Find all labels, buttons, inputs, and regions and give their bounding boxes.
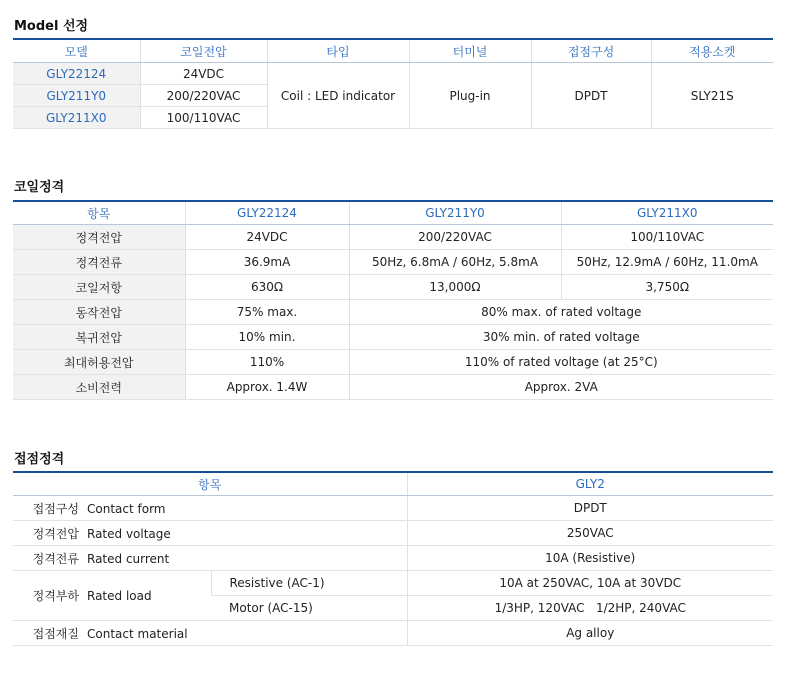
row-label: 정격전압 <box>13 225 185 250</box>
label-en: Rated current <box>87 551 170 566</box>
header-type: 타입 <box>267 39 409 63</box>
value-cell: 36.9mA <box>185 250 349 275</box>
table-row <box>13 621 773 646</box>
label-ko: 정격부하 <box>32 589 79 603</box>
value-cell: 75% max. <box>185 300 349 325</box>
sub-label: Motor (AC-15) <box>211 596 407 621</box>
model-section-title: Model 선정 <box>14 19 89 34</box>
header-model: 모델 <box>13 39 140 63</box>
voltage-cell: 24VDC <box>140 63 267 85</box>
value-cell: Ag alloy <box>407 621 773 646</box>
label-en: Contact form <box>87 501 166 516</box>
value-cell: 3,750Ω <box>561 275 773 300</box>
header-socket: 적용소켓 <box>651 39 773 63</box>
value-cell: 50Hz, 6.8mA / 60Hz, 5.8mA <box>349 250 561 275</box>
value-cell: 10% min. <box>185 325 349 350</box>
row-label: 코일저항 <box>13 275 185 300</box>
model-cell: GLY22124 <box>13 63 140 85</box>
sub-label: Resistive (AC-1) <box>211 571 407 596</box>
row-label <box>13 496 407 521</box>
model-table-header <box>13 39 773 63</box>
label-ko: 정격전류 <box>32 551 79 566</box>
value-cell: 50Hz, 12.9mA / 60Hz, 11.0mA <box>561 250 773 275</box>
header-coil-voltage: 코일전압 <box>140 39 267 63</box>
table-row <box>13 275 773 300</box>
value-cell: 630Ω <box>185 275 349 300</box>
table-row <box>13 350 773 375</box>
table-row <box>13 546 773 571</box>
row-label: 동작전압 <box>13 300 185 325</box>
label-ko: 접점구성 <box>32 501 79 516</box>
header-contact: 접점구성 <box>531 39 651 63</box>
header-item: 항목 <box>13 201 185 225</box>
value-cell: 110% <box>185 350 349 375</box>
contact-table-header <box>13 472 773 496</box>
model-cell: GLY211Y0 <box>13 85 140 107</box>
row-label: 소비전력 <box>13 375 185 400</box>
table-row <box>13 496 773 521</box>
type-cell: Coil : LED indicator <box>267 63 409 129</box>
header-gly211y0: GLY211Y0 <box>349 201 561 225</box>
voltage-cell: 200/220VAC <box>140 85 267 107</box>
value-cell: 100/110VAC <box>561 225 773 250</box>
header-gly2: GLY2 <box>407 472 773 496</box>
contact-section-title: 접점정격 <box>14 452 65 467</box>
value-cell: 10A (Resistive) <box>407 546 773 571</box>
value-cell: 250VAC <box>407 521 773 546</box>
header-item: 항목 <box>13 472 407 496</box>
value-cell: 1/3HP, 120VAC 1/2HP, 240VAC <box>407 596 773 621</box>
value-cell: Approx. 1.4W <box>185 375 349 400</box>
table-row <box>13 325 773 350</box>
value-cell: 10A at 250VAC, 10A at 30VDC <box>407 571 773 596</box>
row-label: 최대허용전압 <box>13 350 185 375</box>
row-label <box>13 521 407 546</box>
value-cell: 110% of rated voltage (at 25°C) <box>349 350 773 375</box>
row-label <box>13 571 211 621</box>
socket-cell: SLY21S <box>651 63 773 129</box>
table-row <box>13 571 773 596</box>
contact-table <box>13 471 773 646</box>
terminal-cell: Plug-in <box>409 63 531 129</box>
header-gly22124: GLY22124 <box>185 201 349 225</box>
value-cell: 24VDC <box>185 225 349 250</box>
voltage-cell: 100/110VAC <box>140 107 267 129</box>
header-terminal: 터미널 <box>409 39 531 63</box>
table-row <box>13 375 773 400</box>
value-cell: 200/220VAC <box>349 225 561 250</box>
coil-table <box>13 200 773 400</box>
label-ko: 접점재질 <box>32 626 79 641</box>
value-cell: DPDT <box>407 496 773 521</box>
model-cell: GLY211X0 <box>13 107 140 129</box>
coil-table-header <box>13 201 773 225</box>
contact-cell: DPDT <box>531 63 651 129</box>
label-en: Rated load <box>87 589 152 603</box>
value-cell: 30% min. of rated voltage <box>349 325 773 350</box>
label-en: Contact material <box>87 626 188 641</box>
table-row <box>13 63 773 85</box>
label-en: Rated voltage <box>87 526 171 541</box>
row-label <box>13 621 407 646</box>
model-table <box>13 38 773 129</box>
label-ko: 정격전압 <box>32 526 79 541</box>
table-row <box>13 521 773 546</box>
header-gly211x0: GLY211X0 <box>561 201 773 225</box>
value-cell: Approx. 2VA <box>349 375 773 400</box>
value-cell: 80% max. of rated voltage <box>349 300 773 325</box>
row-label <box>13 546 407 571</box>
row-label: 정격전류 <box>13 250 185 275</box>
coil-section-title: 코일정격 <box>14 180 65 195</box>
table-row <box>13 225 773 250</box>
table-row <box>13 300 773 325</box>
value-cell: 13,000Ω <box>349 275 561 300</box>
row-label: 복귀전압 <box>13 325 185 350</box>
table-row <box>13 250 773 275</box>
